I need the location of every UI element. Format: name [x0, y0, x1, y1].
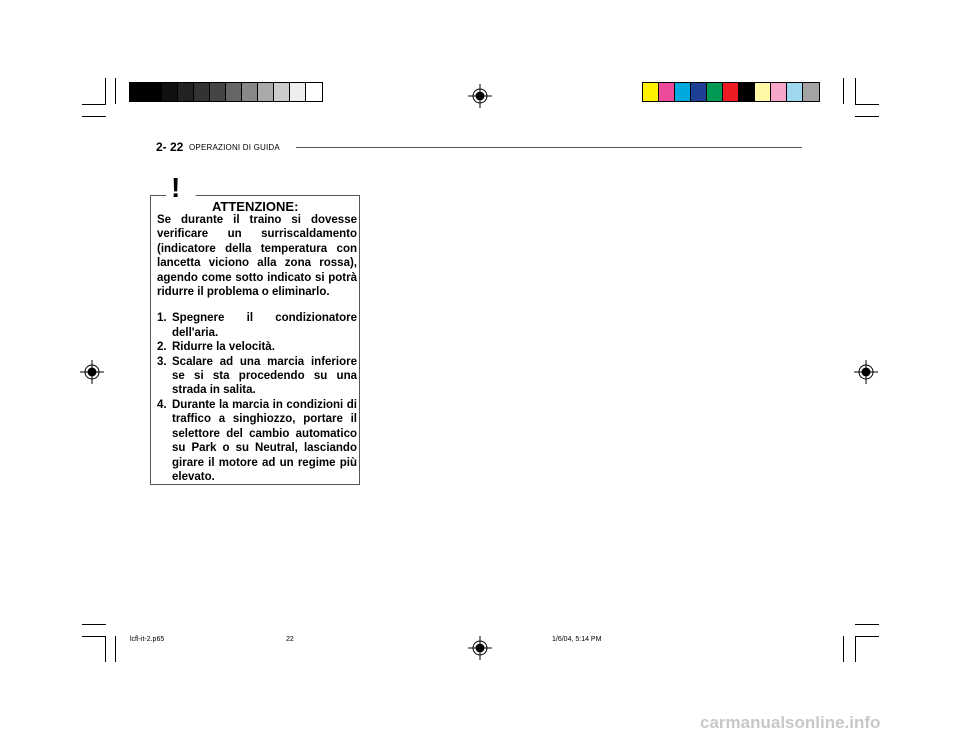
footer-timestamp: 1/6/04, 5:14 PM: [552, 636, 602, 643]
footer-page: 22: [286, 636, 294, 643]
color-swatch: [739, 83, 755, 101]
warning-triangle-icon: [158, 170, 204, 215]
crop-mark: [855, 636, 879, 637]
step-text: Durante la marcia in condizioni di traffico a singhiozzo, portare il selettore del cambio automatico su Park o su Neutral, lasciando girare il motore ad un regime più elevato.: [172, 398, 357, 483]
list-item: [157, 398, 357, 484]
color-swatch: [723, 83, 739, 101]
crop-mark: [105, 636, 106, 662]
exclamation-icon: !: [171, 172, 181, 203]
list-item: [157, 311, 357, 340]
color-swatch: [226, 83, 242, 101]
grayscale-calibration-bar: [129, 82, 323, 102]
step-number: 4.: [157, 398, 167, 411]
crop-mark: [855, 78, 856, 104]
color-swatch: [242, 83, 258, 101]
color-swatch: [178, 83, 194, 101]
color-swatch: [787, 83, 803, 101]
color-swatch: [290, 83, 306, 101]
step-number: 1.: [157, 312, 167, 325]
crop-mark: [115, 636, 116, 662]
crop-mark: [82, 104, 106, 105]
color-swatch: [691, 83, 707, 101]
color-swatch: [643, 83, 659, 101]
crop-mark: [82, 116, 106, 117]
watermark: carmanualsonline.info: [700, 713, 881, 732]
warning-heading: ATTENZIONE:: [212, 199, 299, 214]
step-number: 2.: [157, 341, 167, 354]
step-text: Scalare ad una marcia inferiore se si sta procedendo su una strada in salita.: [172, 355, 357, 397]
color-calibration-bar: [642, 82, 820, 102]
crop-mark: [105, 78, 106, 104]
color-swatch: [274, 83, 290, 101]
color-swatch: [755, 83, 771, 101]
list-item: [157, 340, 357, 354]
color-swatch: [130, 83, 146, 101]
crop-mark: [855, 104, 879, 105]
warning-body: [157, 213, 357, 484]
warning-intro: Se durante il traino si dovesse verificare un surriscaldamento (indicatore della temperatura con lancetta viciono alla zona rossa), agendo come sotto indicato si potrà ridurre il problema o eliminarlo.: [157, 214, 357, 299]
header-rule: [296, 147, 802, 148]
registration-mark-icon: [468, 636, 492, 660]
list-item: [157, 355, 357, 398]
step-text: Spegnere il condizionatore dell'aria.: [172, 312, 357, 339]
crop-mark: [843, 78, 844, 104]
crop-mark: [855, 636, 856, 662]
color-swatch: [210, 83, 226, 101]
crop-mark: [855, 116, 879, 117]
crop-mark: [855, 624, 879, 625]
color-swatch: [675, 83, 691, 101]
section-title: OPERAZIONI DI GUIDA: [189, 143, 280, 152]
registration-mark-icon: [854, 360, 878, 384]
registration-mark-icon: [80, 360, 104, 384]
crop-mark: [82, 624, 106, 625]
color-swatch: [803, 83, 819, 101]
color-swatch: [194, 83, 210, 101]
step-number: 3.: [157, 355, 167, 368]
warning-steps: [157, 311, 357, 484]
color-swatch: [146, 83, 162, 101]
color-swatch: [162, 83, 178, 101]
registration-mark-icon: [468, 84, 492, 108]
page-number: 2- 22: [156, 140, 184, 154]
crop-mark: [82, 636, 106, 637]
color-swatch: [306, 83, 322, 101]
color-swatch: [771, 83, 787, 101]
color-swatch: [659, 83, 675, 101]
color-swatch: [258, 83, 274, 101]
color-swatch: [707, 83, 723, 101]
footer-filename: lcfl-it-2.p65: [130, 636, 165, 643]
crop-mark: [843, 636, 844, 662]
crop-mark: [115, 78, 116, 104]
step-text: Ridurre la velocità.: [172, 341, 275, 354]
